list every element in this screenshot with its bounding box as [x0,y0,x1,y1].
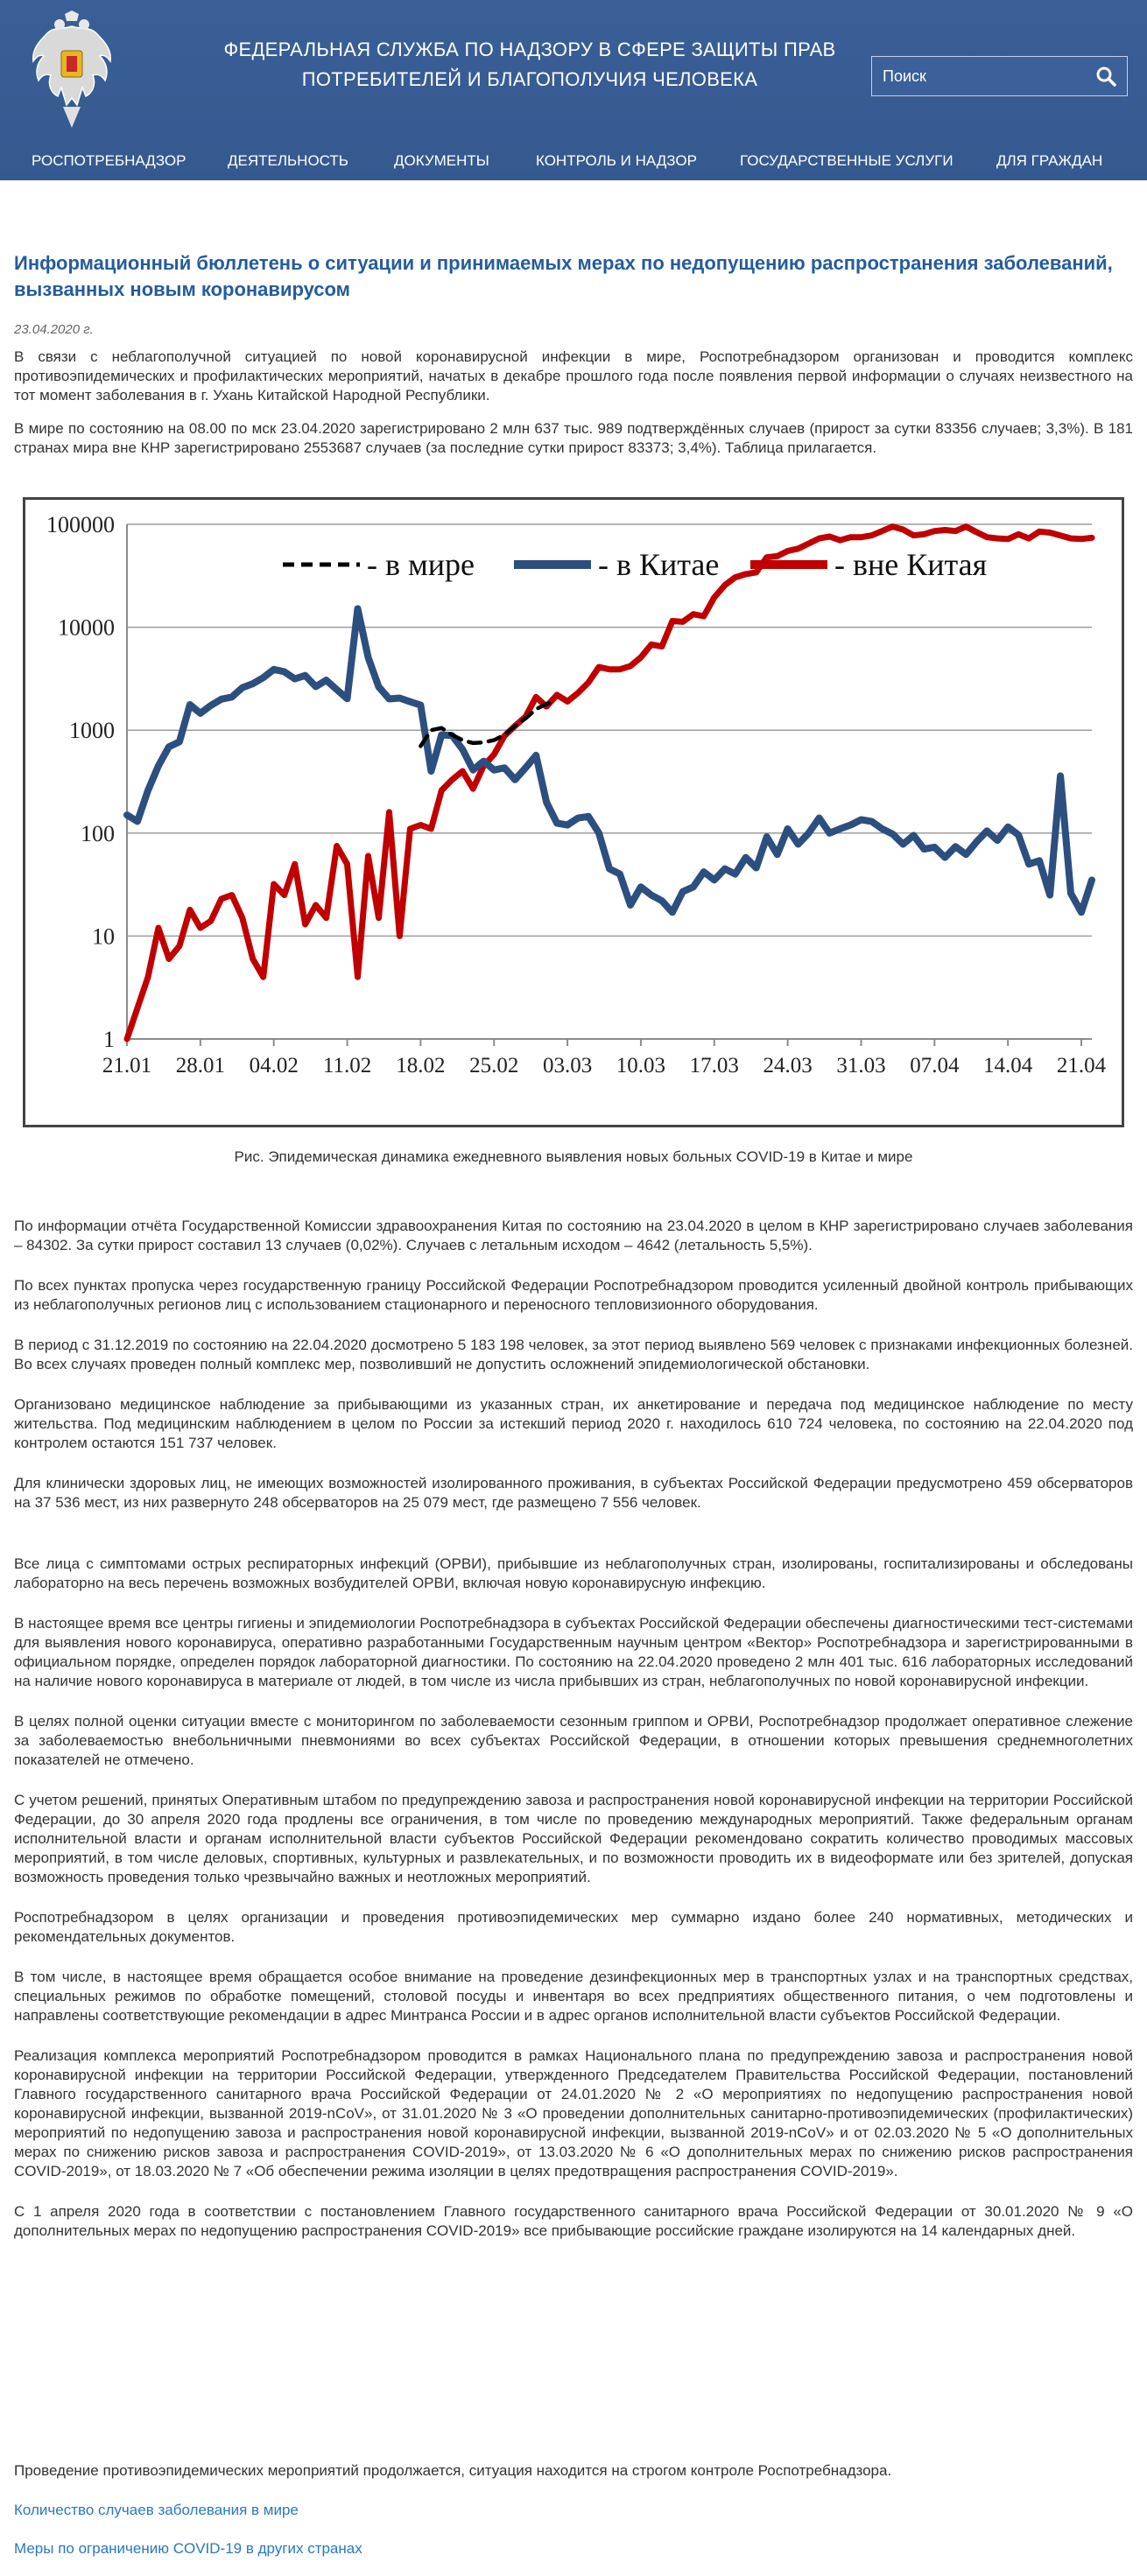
agency-title [201,35,858,95]
body-paragraph: Все лица с симптомами острых респираторных инфекций (ОРВИ), прибывшие из неблагополучных стран, изолированы, госпитализированы и обследованы лабораторно на весь перечень возможных возбудителей ОРВИ, включая новую коронавирусную инфекцию. [14,1555,1133,1591]
search-icon[interactable] [1094,64,1120,90]
x-tick-label: 31.03 [836,1054,886,1077]
body-paragraph: Организовано медицинское наблюдение за прибывающими из указанных стран, их анкетирование и передача под медицинское наблюдение по месту жительства. Под медицинским наблюдением в целом по России за истекший период 2020 г. находилось 610 724 человека, по состоянию на 22.04.2020 под контролем остаются 151 737 человек. [14,1396,1133,1451]
body-paragraph: В период с 31.12.2019 по состоянию на 22.04.2020 досмотрено 5 183 198 человек, за этот период выявлено 569 человек с признаками инфекционных болезней. Во всех случаях проведен полный комплекс мер, позволивший не допустить осложнений эпидемиологической обстановки. [14,1337,1133,1372]
y-tick-label: 10000 [58,614,115,641]
y-tick-label: 1 [103,1027,115,1052]
coat-of-arms-logo[interactable] [28,11,116,133]
x-tick-label: 17.03 [689,1054,739,1077]
x-tick-label: 11.02 [322,1054,372,1077]
chart-caption: Рис. Эпидемическая динамика ежедневного выявления новых больных COVID-19 в Китае и мире [234,1148,913,1165]
intro-paragraph: В мире по состоянию на 08.00 по мск 23.04.2020 зарегистрировано 2 млн 637 тыс. 989 подтверждённых случаев (прирост за сутки 83356 случаев; 3,3%). В 181 странах мира вне КНР зарегистрировано 2553687 случаев (за последние сутки прирост 83373; 3,4%). Таблица прилагается. [14,420,1133,456]
chart-svg [25,500,1122,1125]
x-tick-label: 24.03 [763,1054,813,1077]
series-line-2 [127,527,1092,1039]
covid-measures-link[interactable]: Меры по ограничению COVID-19 в других странах [14,2540,362,2557]
body-paragraph: Реализация комплекса мероприятий Роспотребнадзором проводится в рамках Национального плана по предупреждению завоза и распространения новой коронавирусной инфекции на территории Российской Федерации, утвержденного Председателем Правительства Российской Федерации, постановлений Главного государственного санитарного врача Российской Федерации от 24.01.2020 № 2 «О мероприятиях по недопущению распространения новой коронавирусной инфекции, вызванной 2019-nCoV», от 31.01.2020 № 3 «О проведении дополнительных санитарно-противоэпидемических (профилактических) мероприятий по недопущению завоза и распространения новой коронавирусной инфекции, вызванной 2019-nCoV» и от 02.03.2020 № 5 «О дополнительных мерах по снижению рисков завоза и распространения COVID-2019», от 13.03.2020 № 6 «О дополнительных мерах по снижению рисков распространения COVID-2019», от 18.03.2020 № 7 «Об обеспечении режима изоляции в целях предотвращения распространения COVID-2019». [14,2047,1133,2179]
legend-label: - вне Китая [834,547,988,582]
y-tick-label: 100 [81,820,115,846]
legend-label: - в мире [367,547,475,582]
search-input[interactable] [872,57,1082,95]
body-paragraph: По всех пунктах пропуска через государственную границу Российской Федерации Роспотребнадзором проводится усиленный двойной контроль прибывающих из неблагополучных регионов лиц с использованием стационарного и переносного тепловизионного оборудования. [14,1277,1133,1313]
x-tick-label: 21.01 [102,1054,152,1077]
nav-item-citizens[interactable]: ДЛЯ ГРАЖДАН [996,152,1103,169]
agency-title-line2: ПОТРЕБИТЕЛЕЙ И БЛАГОПОЛУЧИЯ ЧЕЛОВЕКА [301,68,758,90]
epidemic-chart [23,497,1124,1127]
x-tick-label: 10.03 [616,1054,666,1077]
body-paragraph: С 1 апреля 2020 года в соответствии с постановлением Главного государственного санитарного врача Российской Федерации от 30.01.2020 № 9 «О дополнительных мерах по недопущению распространения COVID-2019» все прибывающие российские граждане изолируются на 14 календарных дней. [14,2203,1133,2239]
search-box [871,56,1128,96]
body-paragraph: В настоящее время все центры гигиены и эпидемиологии Роспотребнадзора в субъектах Российской Федерации обеспечены диагностическими тест-системами для выявления нового коронавируса, оперативно разработанными Государственным научным центром «Вектор» Роспотребнадзора и зарегистрированными в официальном порядке, определен порядок лабораторной диагностики. По состоянию на 22.04.2020 проведено 2 млн 401 тыс. 616 лабораторных исследований на наличие нового коронавируса в материале от людей, в том числе из числа прибывших из стран, неблагополучных по новой коронавирусной инфекции. [14,1615,1133,1689]
y-tick-label: 1000 [69,718,115,744]
world-cases-link[interactable]: Количество случаев заболевания в мире [14,2502,299,2518]
agency-title-line1: ФЕДЕРАЛЬНАЯ СЛУЖБА ПО НАДЗОРУ В СФЕРЕ ЗАЩИТЫ ПРАВ [223,39,836,60]
body-paragraph: С учетом решений, принятых Оперативным штабом по предупреждению завоза и распространения новой коронавирусной инфекции на территории Российской Федерации, до 30 апреля 2020 года продлены все ограничения, в том числе по проведению международных мероприятий. Также федеральным органам исполнительной власти и органам исполнительной власти субъектов Российской Федерации рекомендовано сократить количество проводимых массовых мероприятий, в том числе деловых, спортивных, культурных и развлекательных, и по возможности проводить их в видеоформате или без зрителей, допуская возможность проведения только чрезвычайно важных и неотложных мероприятий. [14,1792,1133,1885]
article-title: Информационный бюллетень о ситуации и принимаемых мерах по недопущению распространения заболеваний, вызванных новым коронавирусом [14,252,1113,300]
x-tick-label: 25.02 [469,1054,519,1077]
x-tick-label: 28.01 [175,1054,225,1077]
x-tick-label: 07.04 [910,1054,960,1077]
article [14,250,1133,458]
x-tick-label: 21.04 [1056,1054,1107,1077]
series-line-1 [127,608,1092,912]
nav-item-services[interactable]: ГОСУДАРСТВЕННЫЕ УСЛУГИ [740,152,953,169]
x-tick-label: 03.03 [542,1054,593,1077]
closing-paragraph: Проведение противоэпидемических мероприятий продолжается, ситуация находится на строгом контроле Роспотребнадзора. [14,2462,892,2479]
article-body [14,1217,1133,2241]
body-paragraph: В целях полной оценки ситуации вместе с мониторингом по заболеваемости сезонным гриппом и ОРВИ, Роспотребнадзор продолжает оперативное слежение за заболеваемостью внебольничными пневмониями во всех субъектах Российской Федерации, в отношении которых превышения среднемноголетних показателей не отмечено. [14,1713,1133,1768]
y-tick-label: 10 [92,923,115,950]
article-date: 23.04.2020 г. [14,322,94,337]
y-tick-label: 100000 [46,512,115,537]
nav-item-documents[interactable]: ДОКУМЕНТЫ [394,152,489,169]
legend-label: - в Китае [598,547,720,582]
article-footer [14,2461,1133,2558]
body-paragraph: Для клинически здоровых лиц, не имеющих возможностей изолированного проживания, в субъектах Российской Федерации предусмотрено 459 обсерваторов на 37 536 мест, из них развернуто 248 обсерваторов на 25 079 мест, где размещено 7 556 человек. [14,1475,1133,1511]
x-tick-label: 14.04 [983,1054,1033,1077]
body-paragraph: По информации отчёта Государственной Комиссии здравоохранения Китая по состоянию на 23.04.2020 в целом в КНР зарегистрировано случаев заболевания – 84302. За сутки прирост составил 13 случаев (0,02%). Случаев с летальным исходом – 4642 (летальность 5,5%). [14,1218,1133,1253]
site-header [0,0,1147,180]
x-tick-label: 18.02 [396,1054,446,1077]
nav-item-control[interactable]: КОНТРОЛЬ И НАДЗОР [536,152,697,169]
nav-item-activity[interactable]: ДЕЯТЕЛЬНОСТЬ [228,152,348,169]
body-paragraph: Роспотребнадзором в целях организации и проведения противоэпидемических мер суммарно издано более 240 нормативных, методических и рекомендательных документов. [14,1909,1133,1945]
nav-item-rospotrebnadzor[interactable]: РОСПОТРЕБНАДЗОР [32,152,186,169]
body-paragraph: В том числе, в настоящее время обращается особое внимание на проведение дезинфекционных мер в транспортных узлах и на транспортных средствах, специальных режимов по обработке помещений, столовой посуды и инвентаря во всех предприятиях общественного питания, о чем подготовлены и направлены соответствующие рекомендации в адрес Минтранса России и в адрес органов исполнительной власти субъектов Российской Федерации. [14,1969,1133,2024]
intro-paragraph: В связи с неблагополучной ситуацией по новой коронавирусной инфекции в мире, Роспотребнадзором организован и проводится комплекс противоэпидемических и профилактических мероприятий, начатых в декабре прошлого года после появления первой информации о случаях неизвестного на тот момент заболевания в г. Ухань Китайской Народной Республики. [14,348,1133,404]
main-nav [0,145,1147,179]
x-tick-label: 04.02 [249,1054,299,1077]
